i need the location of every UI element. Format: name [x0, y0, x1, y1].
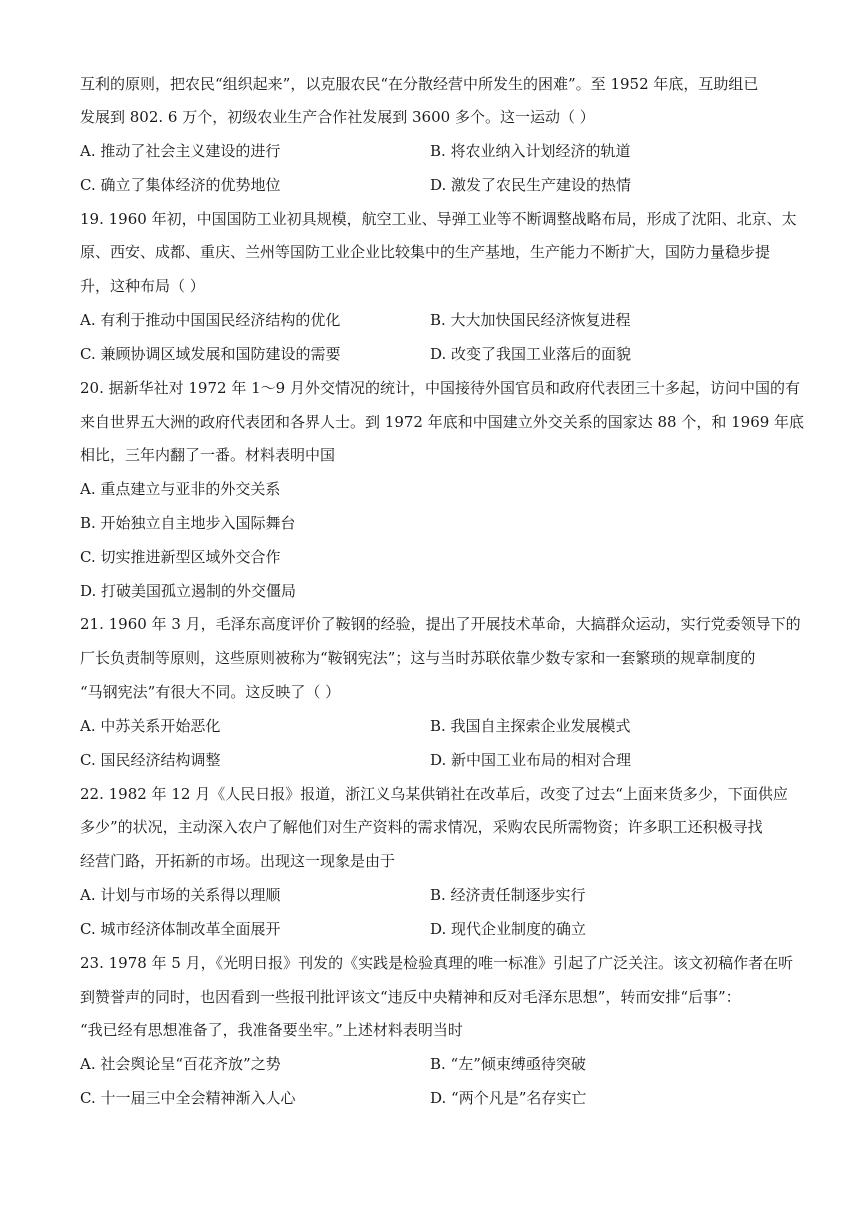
question-20-line-2: 来自世界五大洲的政府代表团和各界人士。到 1972 年底和中国建立外交关系的国家达 88 个，和 1969 年底: [80, 413, 805, 431]
question-23-option-b[interactable]: B. “左”倾束缚亟待突破: [430, 1055, 586, 1073]
question-19-line-2: 原、西安、成都、重庆、兰州等国防工业企业比较集中的生产基地，生产能力不断扩大，国防力量稳步提: [80, 243, 771, 261]
question-22-line-3: 经营门路，开拓新的市场。出现这一现象是由于: [80, 852, 396, 870]
question-23-line-1: 23. 1978 年 5 月，《光明日报》刊发的《实践是检验真理的唯一标准》引起了广泛关注。该文初稿作者在听: [80, 954, 794, 972]
question-23-option-a[interactable]: A. 社会舆论呈“百花齐放”之势: [80, 1055, 281, 1073]
question-18-line-2: 发展到 802. 6 万个，初级农业生产合作社发展到 3600 多个。这一运动（ ）: [80, 108, 595, 126]
question-20-option-d[interactable]: D. 打破美国孤立遏制的外交僵局: [80, 582, 297, 600]
question-18-line-1: 互利的原则，把农民“组织起来”，以克服农民“在分散经营中所发生的困难”。至 1952 年底，互助组已: [80, 75, 759, 93]
question-22-option-d[interactable]: D. 现代企业制度的确立: [430, 920, 587, 938]
question-19-line-1: 19. 1960 年初，中国国防工业初具规模，航空工业、导弹工业等不断调整战略布局，形成了沈阳、北京、太: [80, 210, 797, 228]
question-20-option-c[interactable]: C. 切实推进新型区域外交合作: [80, 548, 281, 566]
question-22-line-1: 22. 1982 年 12 月《人民日报》报道，浙江义乌某供销社在改革后，改变了过去“上面来货多少，下面供应: [80, 785, 788, 803]
question-23-line-2: 到赞誉声的同时，也因看到一些报刊批评该文“违反中央精神和反对毛泽东思想”，转而安排“后事”：: [80, 988, 741, 1006]
question-18-option-c[interactable]: C. 确立了集体经济的优势地位: [80, 176, 281, 194]
question-18-option-a[interactable]: A. 推动了社会主义建设的进行: [80, 142, 281, 160]
question-22-option-b[interactable]: B. 经济责任制逐步实行: [430, 886, 586, 904]
question-21-option-b[interactable]: B. 我国自主探索企业发展模式: [430, 717, 631, 735]
question-21-line-3: “马钢宪法”有很大不同。这反映了（ ）: [80, 683, 341, 701]
question-19-option-d[interactable]: D. 改变了我国工业落后的面貌: [430, 345, 632, 363]
question-19-line-3: 升，这种布局（ ）: [80, 277, 205, 295]
question-20-line-3: 相比，三年内翻了一番。材料表明中国: [80, 446, 336, 464]
question-18-option-d[interactable]: D. 激发了农民生产建设的热情: [430, 176, 632, 194]
question-19-option-b[interactable]: B. 大大加快国民经济恢复进程: [430, 311, 631, 329]
question-19-option-a[interactable]: A. 有利于推动中国国民经济结构的优化: [80, 311, 341, 329]
question-23-option-d[interactable]: D. “两个凡是”名存实亡: [430, 1089, 587, 1107]
question-21-line-1: 21. 1960 年 3 月，毛泽东高度评价了鞍钢的经验，提出了开展技术革命，大搞群众运动，实行党委领导下的: [80, 615, 801, 633]
question-22-line-2: 多少”的状况，主动深入农户了解他们对生产资料的需求情况，采购农民所需物资；许多职工还积极寻找: [80, 818, 763, 836]
question-21-line-2: 厂长负责制等原则，这些原则被称为“鞍钢宪法”；这与当时苏联依靠少数专家和一套繁琐的规章制度的: [80, 649, 756, 667]
question-23-line-3: “我已经有思想准备了，我准备要坐牢。”上述材料表明当时: [80, 1021, 463, 1039]
question-20-option-a[interactable]: A. 重点建立与亚非的外交关系: [80, 480, 281, 498]
question-21-option-c[interactable]: C. 国民经济结构调整: [80, 751, 221, 769]
question-23-option-c[interactable]: C. 十一届三中全会精神渐入人心: [80, 1089, 296, 1107]
question-19-option-c[interactable]: C. 兼顾协调区域发展和国防建设的需要: [80, 345, 341, 363]
question-21-option-d[interactable]: D. 新中国工业布局的相对合理: [430, 751, 632, 769]
question-22-option-a[interactable]: A. 计划与市场的关系得以理顺: [80, 886, 281, 904]
question-18-option-b[interactable]: B. 将农业纳入计划经济的轨道: [430, 142, 631, 160]
question-21-option-a[interactable]: A. 中苏关系开始恶化: [80, 717, 221, 735]
question-20-line-1: 20. 据新华社对 1972 年 1～9 月外交情况的统计，中国接待外国官员和政府代表团三十多起，访问中国的有: [80, 379, 800, 397]
question-20-option-b[interactable]: B. 开始独立自主地步入国际舞台: [80, 514, 296, 532]
question-22-option-c[interactable]: C. 城市经济体制改革全面展开: [80, 920, 281, 938]
